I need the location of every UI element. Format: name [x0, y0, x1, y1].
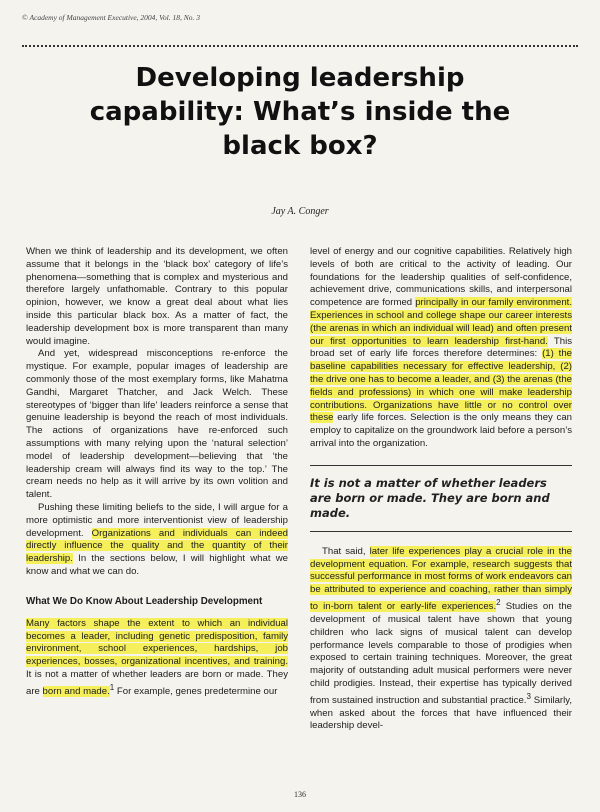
- text: level of energy and our cognitive capabilities. Relatively high levels of both are critical to the activity of leading. Our foundations for the leadership qualities of self-confidence, achievement drive, communications skills, and interpersonal competence are formed: [310, 246, 572, 309]
- running-head: © Academy of Management Executive, 2004, Vol. 18, No. 3: [22, 13, 201, 22]
- article-title: Developing leadership capability: What’s inside the black box?: [89, 63, 511, 161]
- text: For example, genes predetermine our: [116, 685, 278, 697]
- footnote-marker: 2: [496, 597, 501, 607]
- text: This broad set of early life forces therefore determines:: [310, 335, 572, 360]
- paragraph: [310, 546, 572, 734]
- highlight: Organizations and individuals can indeed directly influence the quality and the quantity of their leadership.: [26, 527, 289, 565]
- text: Pushing these limiting beliefs to the side, I will argue for a more optimistic and more interventionist view of leadership development.: [26, 501, 288, 539]
- paragraph: [26, 502, 288, 579]
- text: In the sections below, I will highlight what we know and what we can do.: [26, 553, 288, 577]
- text: It is not a matter of whether leaders are born or made. They are: [26, 668, 288, 697]
- highlight: Many factors shape the extent to which an individual becomes a leader, including genetic predisposition, family environment, school experiences, hardships, job experiences, bosses, organizational incentives, and training.: [26, 617, 288, 668]
- text: early life forces. Selection is the only means they can employ to capitalize on the groundwork laid before a person’s arrival into the organization.: [310, 412, 572, 449]
- highlight: born and made.: [42, 685, 110, 697]
- paragraph: When we think of leadership and its development, we often assume that it belongs in the ‘black box’ category of life’s phenomena—something that is complex and mysterious and therefore largely unfathomable. Contrary to this popular opinion, however, we know a great deal about what lies inside this particular black box. As a matter of fact, the leadership development box is more transparent than many would imagine.: [26, 246, 288, 347]
- header-rule: [22, 45, 578, 47]
- page-number: 136: [294, 790, 306, 799]
- left-column: [26, 246, 288, 699]
- highlight: (1) the baseline capabilities necessary for effective leadership, (2) the drive one has to become a leader, and (3) the arenas (the fields and professions) in which one will make leadership contributions. Organizations have little or no control over these: [310, 348, 572, 424]
- paragraph: [310, 246, 572, 451]
- text: Studies on the development of musical talent have shown that young children who lack signs of musical talent can develop performance levels comparable to those of prodigies when exposed to certain training techniques. Moreover, the great majority of outstanding adult musical performers were never child prodigies. Instead, their expertise has typically derived from sustained instruction and substantial practice.: [310, 601, 573, 706]
- paragraph: And yet, widespread misconceptions re-enforce the mystique. For example, popular images of leadership are commonly those of the most exemplary forms, like Mahatma Gandhi, Margaret Thatcher, and Jack Welch. These stereotypes of ‘bigger than life’ leaders reinforce a sense that genuine leadership is beyond the reach of most individuals. The actions of organizations have re-enforced such assumptions with many relying upon the ‘natural selection’ model of leadership development—believing that ‘the leadership cream will always find its way to the top.’ The cream needs no help as it will arrive by its own volition and talent.: [26, 348, 288, 501]
- footnote-marker: 3: [526, 691, 531, 701]
- right-column: [310, 246, 572, 733]
- highlight: principally in our family environment. Experiences in school and college shape our career interests (the arenas in which an individual will lead) and often present our first opportunities to learn leadership first-hand.: [310, 297, 572, 347]
- text: That said,: [322, 545, 366, 557]
- footnote-marker: 1: [109, 682, 115, 692]
- text: Similarly, when asked about the forces that have influenced their leadership devel-: [310, 694, 572, 732]
- paragraph: [26, 618, 288, 699]
- section-heading: What We Do Know About Leadership Development: [26, 595, 263, 607]
- author-byline: Jay A. Conger: [271, 206, 329, 217]
- pull-quote: It is not a matter of whether leaders are born or made. They are born and made.: [310, 465, 572, 532]
- highlight: later life experiences play a crucial role in the development equation. For example, research suggests that successful performance in most forms of work endeavors can be attributed to experience and coaching, rather than simply to in-born talent or early-life experiences.: [310, 545, 572, 613]
